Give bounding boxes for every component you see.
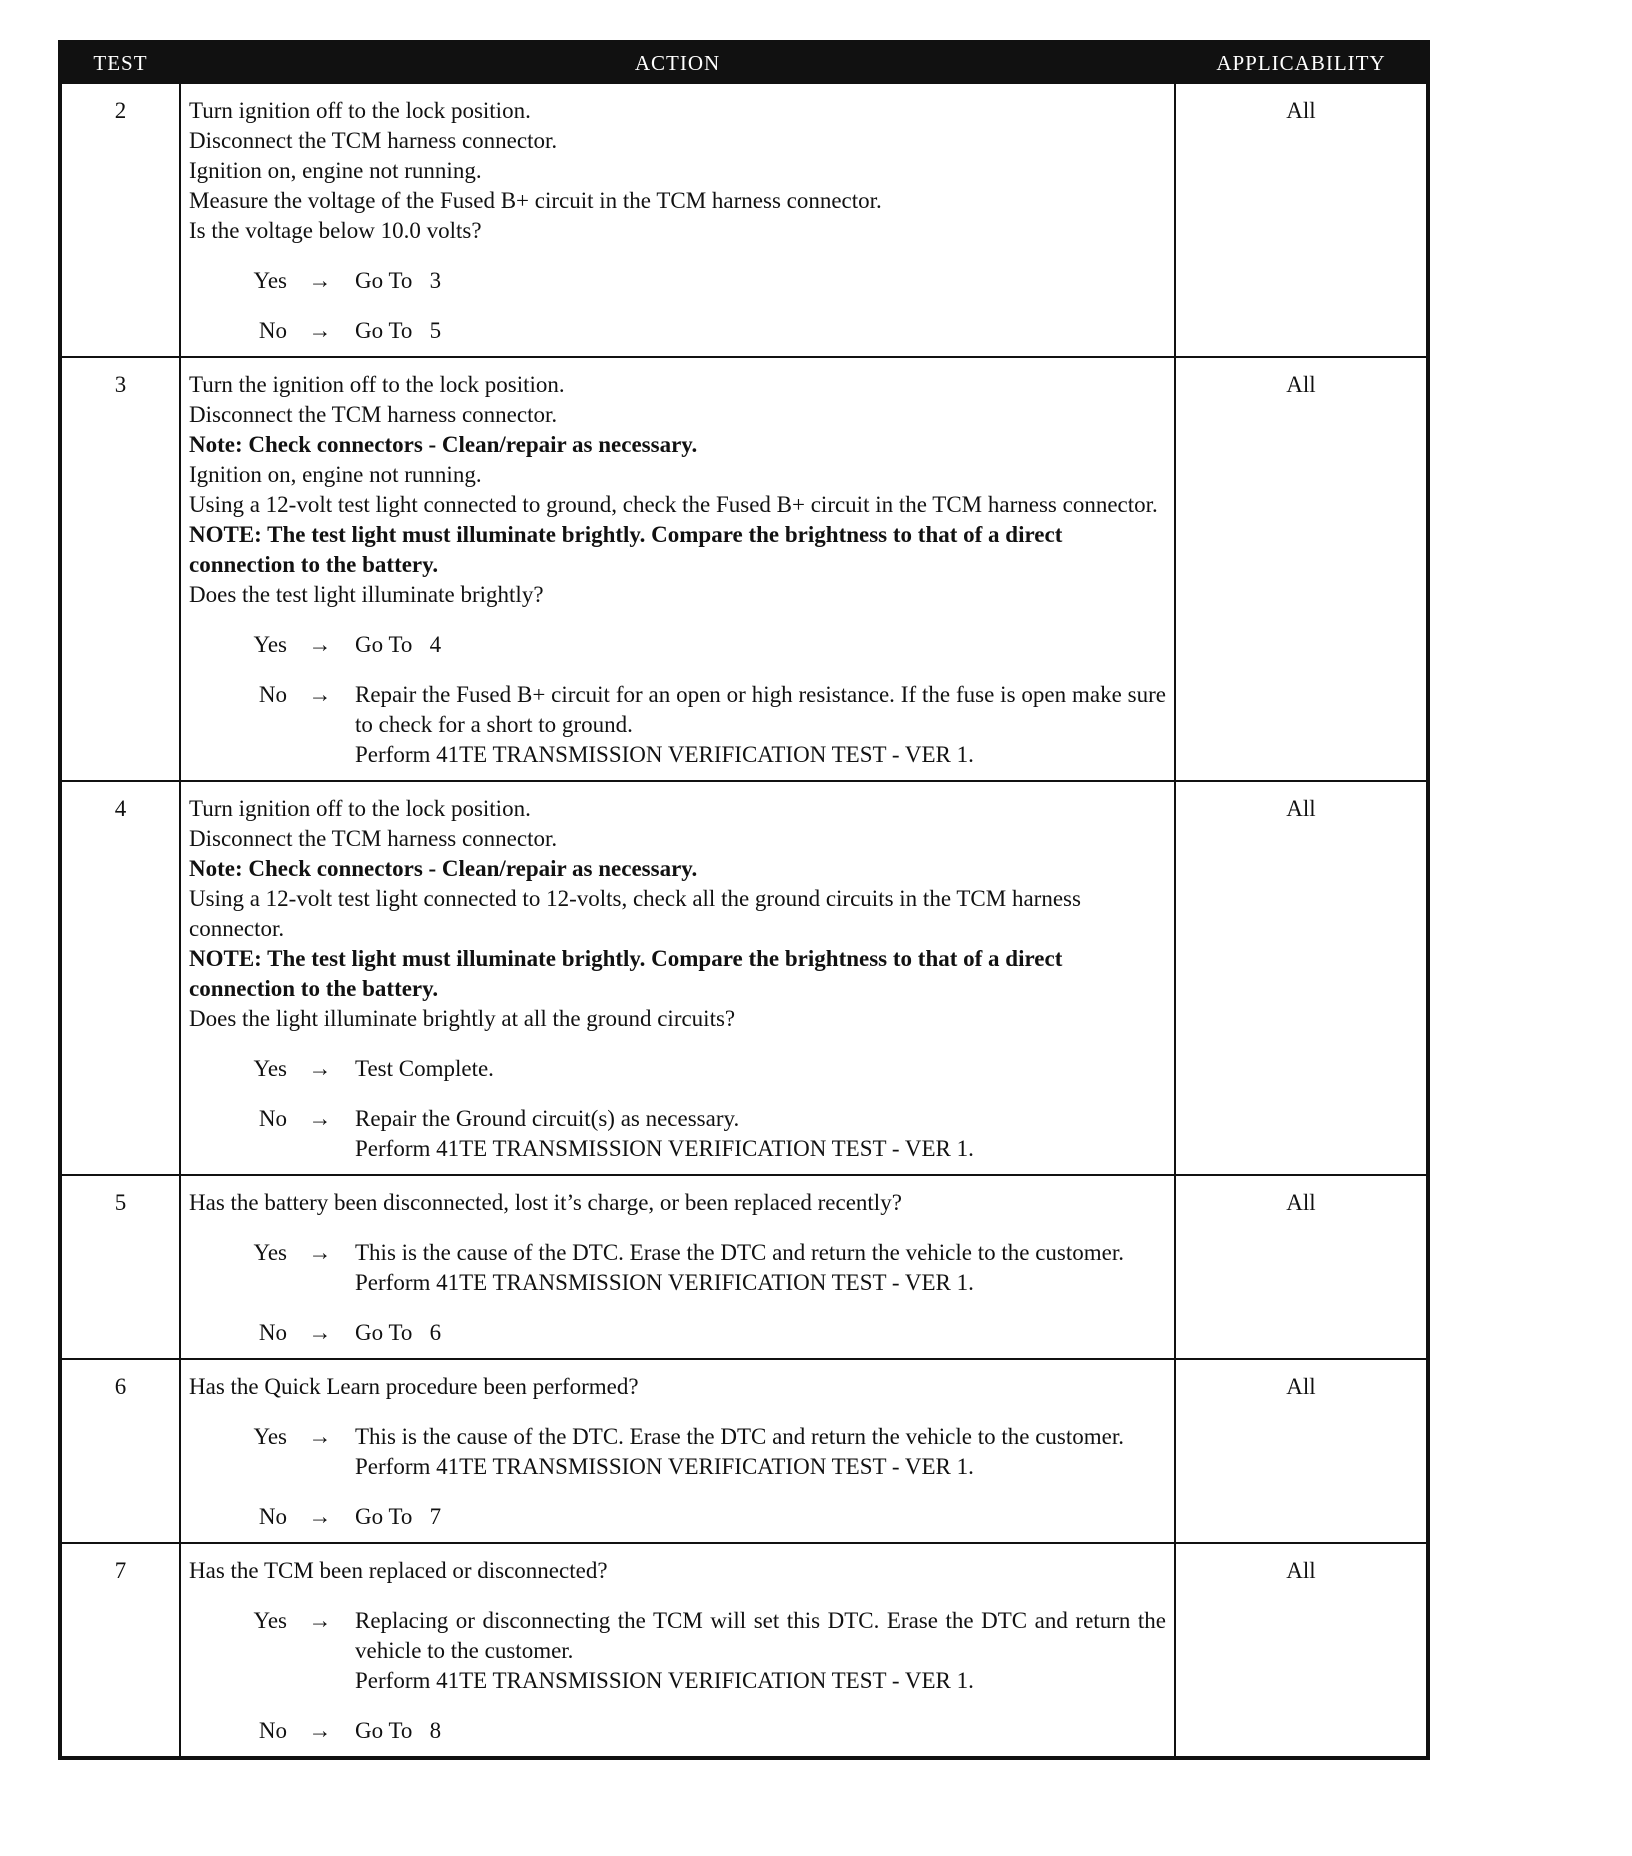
outcome-result-line: Perform 41TE TRANSMISSION VERIFICATION TEST - VER 1.	[355, 742, 974, 767]
arrow-right-icon: →	[308, 632, 332, 657]
outcome-result-line: Repair the Ground circuit(s) as necessary.	[355, 1106, 740, 1131]
arrow-right-icon: →	[308, 1106, 332, 1131]
test-number: 4	[60, 781, 180, 1175]
table-row	[60, 83, 1428, 357]
outcome-label: Yes	[253, 268, 287, 293]
test-number: 5	[60, 1175, 180, 1359]
outcome-result-line: Go To 6	[355, 1320, 442, 1345]
action-note: Note: Check connectors - Clean/repair as necessary.	[189, 856, 698, 881]
outcome-result-line: Replacing or disconnecting the TCM will set this DTC. Erase the DTC and return the vehicle to the customer.	[355, 1608, 1172, 1663]
action-note: Note: Check connectors - Clean/repair as necessary.	[189, 432, 698, 457]
outcome-result-line: Perform 41TE TRANSMISSION VERIFICATION TEST - VER 1.	[355, 1668, 974, 1693]
arrow-right-icon: →	[308, 318, 332, 343]
outcome-no	[189, 316, 1166, 346]
outcome-label: Yes	[253, 1056, 287, 1081]
arrow-right-icon: →	[308, 1320, 332, 1345]
arrow-right-icon: →	[308, 268, 332, 293]
outcome-result-line: Perform 41TE TRANSMISSION VERIFICATION TEST - VER 1.	[355, 1270, 974, 1295]
action-cell	[180, 1175, 1175, 1359]
outcome-result	[345, 1238, 1166, 1298]
action-step: Turn ignition off to the lock position.	[189, 98, 531, 123]
action-step: Disconnect the TCM harness connector.	[189, 826, 558, 851]
arrow-right-icon: →	[308, 682, 332, 707]
outcome-yes	[189, 1606, 1172, 1696]
outcome-result	[345, 316, 1166, 346]
outcome-result	[345, 1104, 1166, 1164]
header-test: TEST	[60, 42, 180, 83]
outcome-result	[345, 1318, 1166, 1348]
test-number: 7	[60, 1543, 180, 1758]
action-cell	[180, 1359, 1175, 1543]
action-step: Ignition on, engine not running.	[189, 462, 482, 487]
action-step: Does the test light illuminate brightly?	[189, 582, 544, 607]
outcome-label: Yes	[253, 1608, 287, 1633]
action-cell	[180, 781, 1175, 1175]
arrow-right-icon: →	[308, 1504, 332, 1529]
outcome-label: Yes	[253, 632, 287, 657]
outcome-result	[345, 1422, 1166, 1482]
arrow-right-icon: →	[308, 1608, 332, 1633]
arrow-right-icon: →	[308, 1056, 332, 1081]
arrow-right-icon: →	[308, 1718, 332, 1743]
outcome-label: No	[258, 1320, 287, 1345]
outcome-result-line: Go To 5	[355, 318, 442, 343]
table-header-row	[60, 42, 1428, 83]
applicability-value: All	[1175, 781, 1428, 1175]
action-step: Does the light illuminate brightly at all the ground circuits?	[189, 1006, 736, 1031]
outcome-result-line: Go To 7	[355, 1504, 442, 1529]
outcome-label: Yes	[253, 1424, 287, 1449]
action-note: NOTE: The test light must illuminate brightly. Compare the brightness to that of a direct connection to the battery.	[189, 946, 1063, 1001]
action-step: Has the battery been disconnected, lost it’s charge, or been replaced recently?	[189, 1190, 902, 1215]
outcome-result	[345, 1502, 1166, 1532]
action-step: Measure the voltage of the Fused B+ circuit in the TCM harness connector.	[189, 188, 882, 213]
outcome-result-line: Perform 41TE TRANSMISSION VERIFICATION TEST - VER 1.	[355, 1136, 974, 1161]
action-cell	[180, 1543, 1175, 1758]
outcome-yes	[189, 1054, 1166, 1084]
outcome-no	[189, 680, 1172, 770]
action-step: Is the voltage below 10.0 volts?	[189, 218, 482, 243]
outcome-result-line: This is the cause of the DTC. Erase the DTC and return the vehicle to the customer.	[355, 1424, 1124, 1449]
outcome-no	[189, 1716, 1166, 1746]
outcome-label: No	[258, 318, 287, 343]
action-cell	[180, 83, 1175, 357]
header-action: ACTION	[180, 42, 1175, 83]
test-number: 3	[60, 357, 180, 781]
action-cell	[180, 357, 1175, 781]
table-row	[60, 1359, 1428, 1543]
action-step: Ignition on, engine not running.	[189, 158, 482, 183]
table-row	[60, 1543, 1428, 1758]
outcome-yes	[189, 630, 1166, 660]
header-applicability: APPLICABILITY	[1175, 42, 1428, 83]
outcome-label: No	[258, 682, 287, 707]
outcome-result-line: This is the cause of the DTC. Erase the DTC and return the vehicle to the customer.	[355, 1240, 1124, 1265]
action-step: Has the TCM been replaced or disconnected?	[189, 1558, 608, 1583]
applicability-value: All	[1175, 83, 1428, 357]
outcome-result	[345, 266, 1166, 296]
test-number: 6	[60, 1359, 180, 1543]
applicability-value: All	[1175, 1543, 1428, 1758]
outcome-result-line: Go To 3	[355, 268, 442, 293]
outcome-result	[345, 680, 1172, 770]
outcome-result	[345, 630, 1166, 660]
outcome-result-line: Test Complete.	[355, 1056, 494, 1081]
outcome-no	[189, 1318, 1166, 1348]
action-note: NOTE: The test light must illuminate brightly. Compare the brightness to that of a direct connection to the battery.	[189, 522, 1063, 577]
outcome-result	[345, 1054, 1166, 1084]
outcome-yes	[189, 1422, 1166, 1482]
action-step: Disconnect the TCM harness connector.	[189, 402, 558, 427]
arrow-right-icon: →	[308, 1424, 332, 1449]
applicability-value: All	[1175, 1359, 1428, 1543]
action-step: Turn ignition off to the lock position.	[189, 796, 531, 821]
outcome-label: Yes	[253, 1240, 287, 1265]
outcome-result-line: Perform 41TE TRANSMISSION VERIFICATION TEST - VER 1.	[355, 1454, 974, 1479]
action-step: Turn the ignition off to the lock position.	[189, 372, 565, 397]
outcome-no	[189, 1104, 1166, 1164]
outcome-result	[345, 1716, 1166, 1746]
table-body	[60, 83, 1428, 1758]
applicability-value: All	[1175, 1175, 1428, 1359]
outcome-label: No	[258, 1106, 287, 1131]
outcome-yes	[189, 1238, 1166, 1298]
applicability-value: All	[1175, 357, 1428, 781]
document-page	[58, 40, 1426, 1760]
outcome-result-line: Go To 8	[355, 1718, 442, 1743]
table-row	[60, 1175, 1428, 1359]
action-step: Using a 12-volt test light connected to ground, check the Fused B+ circuit in the TCM harness connector.	[189, 492, 1158, 517]
diagnostic-test-table	[58, 40, 1430, 1760]
action-step: Disconnect the TCM harness connector.	[189, 128, 558, 153]
table-row	[60, 357, 1428, 781]
action-step: Has the Quick Learn procedure been performed?	[189, 1374, 639, 1399]
action-step: Using a 12-volt test light connected to 12-volts, check all the ground circuits in the TCM harness connector.	[189, 886, 1081, 941]
test-number: 2	[60, 83, 180, 357]
outcome-result-line: Go To 4	[355, 632, 442, 657]
arrow-right-icon: →	[308, 1240, 332, 1265]
outcome-no	[189, 1502, 1166, 1532]
outcome-result-line: Repair the Fused B+ circuit for an open or high resistance. If the fuse is open make sure to check for a short to ground.	[355, 682, 1172, 737]
outcome-label: No	[258, 1718, 287, 1743]
outcome-label: No	[258, 1504, 287, 1529]
outcome-yes	[189, 266, 1166, 296]
outcome-result	[345, 1606, 1172, 1696]
table-row	[60, 781, 1428, 1175]
